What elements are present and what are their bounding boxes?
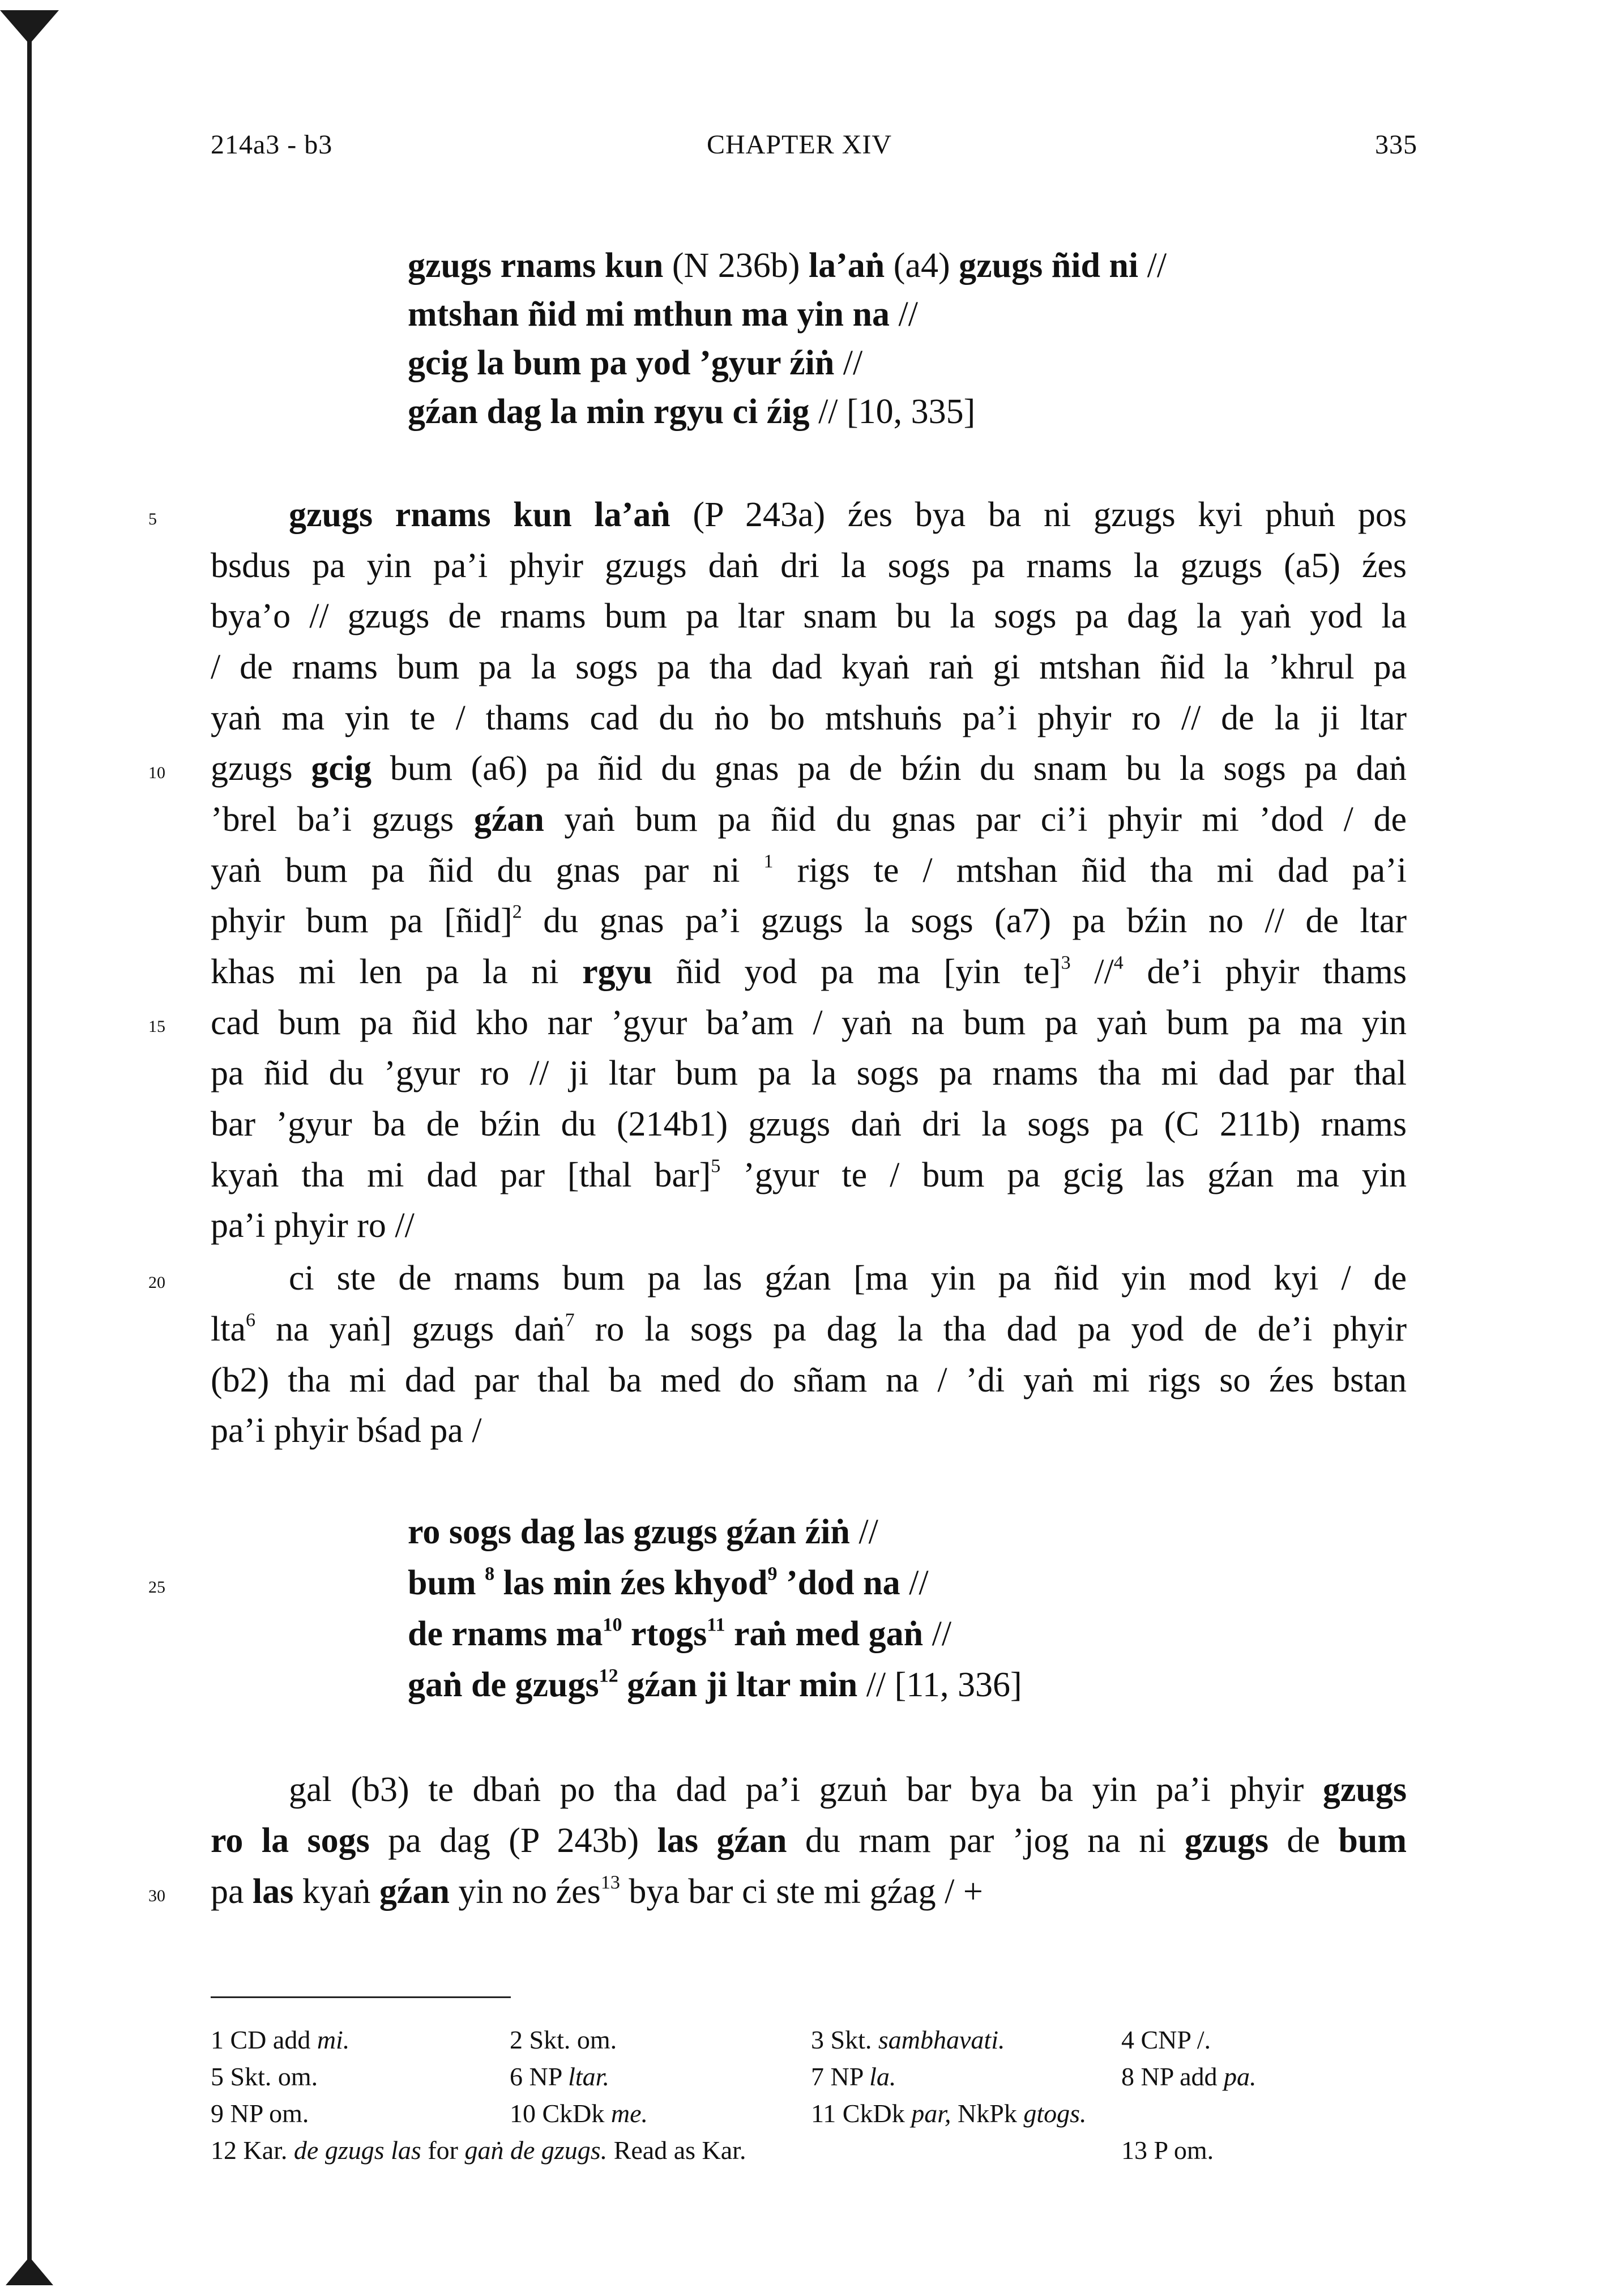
- line-number: 20: [148, 1273, 165, 1292]
- footnote-rule: [211, 1996, 511, 1998]
- verse-line: de rnams $ma^{10}$ rtogs$^{11}$ raṅ med gaṅ //: [408, 1614, 952, 1653]
- chapter-title: CHAPTER XIV: [707, 130, 892, 160]
- verse-line: gźan dag la min rgyu ci źig // [10, 335]: [408, 392, 976, 431]
- prose-line: ’brel ba’i gzugs gźan yaṅ bum pa ñid du gnas par ci’i phyir mi ’dod / de: [211, 800, 1407, 839]
- prose-line: pa’i phyir bśad pa /: [211, 1411, 482, 1450]
- footnote: 7 NP la.: [811, 2062, 896, 2091]
- prose-line: pa ñid du ’gyur ro // ji ltar bum pa la sogs pa rnams tha mi dad par thal: [211, 1054, 1407, 1092]
- page-edge-bar: [27, 23, 32, 2282]
- verse-line: gcig la bum pa yod ’gyur źiṅ //: [408, 344, 863, 382]
- page-number: 335: [1375, 130, 1417, 160]
- verse-line: bum $^8$ las min źes khyod$^9$ ’dod na //: [408, 1563, 929, 1602]
- prose-line: phyir bum pa [ñid]$^2$ du gnas pa’i gzugs la sogs (a7) pa bźin no // de ltar: [211, 901, 1407, 940]
- prose-line: gzugs gcig bum (a6) pa ñid du gnas pa de bźin du snam bu la sogs pa daṅ: [211, 749, 1407, 788]
- footnote: 6 NP ltar.: [510, 2062, 609, 2091]
- footnote: 12 Kar. de gzugs las for gaṅ de gzugs. Read as Kar.: [211, 2136, 746, 2165]
- prose-line: bar ’gyur ba de bźin du (214b1) gzugs daṅ dri la sogs pa (C 211b) rnams: [211, 1105, 1407, 1143]
- verse-line: mtshan ñid mi mthun ma yin na //: [408, 295, 918, 334]
- footnote: 4 CNP /.: [1121, 2025, 1211, 2054]
- verse-line: ro sogs dag las gzugs gźan źiṅ //: [408, 1513, 878, 1551]
- footnote: 3 Skt. sambhavati.: [811, 2025, 1005, 2054]
- page-edge-cap-top: [0, 10, 59, 44]
- prose-line: kyaṅ tha mi dad par [thal bar]$^5$ ’gyur te / bum pa gcig las gźan ma yin: [211, 1155, 1407, 1194]
- folio-reference: 214a3 - b3: [211, 130, 333, 160]
- prose-line: gzugs rnams kun la’aṅ (P 243a) źes bya ba ni gzugs kyi phuṅ pos: [289, 496, 1407, 534]
- page-edge-cap-bottom: [6, 2257, 53, 2285]
- prose-line: gal (b3) te dbaṅ po tha dad pa’i gzuṅ bar bya ba yin pa’i phyir gzugs: [289, 1770, 1407, 1809]
- prose-line: lta$^6$ na yaṅ] gzugs daṅ$^7$ ro la sogs pa dag la tha dad pa yod de de’i phyir: [211, 1309, 1407, 1348]
- verse-line: gzugs rnams kun (N 236b) la’aṅ (a4) gzugs ñid ni //: [408, 246, 1167, 285]
- prose-line: yaṅ bum pa ñid du gnas par ni $^1$ rigs te / mtshan ñid tha mi dad pa’i: [211, 851, 1407, 890]
- footnote: 5 Skt. om.: [211, 2062, 318, 2091]
- footnote: 10 CkDk me.: [510, 2099, 648, 2128]
- prose-line: yaṅ ma yin te / thams cad du ṅo bo mtshuṅs pa’i phyir ro // de la ji ltar: [211, 699, 1407, 737]
- line-number: 30: [148, 1887, 165, 1905]
- line-number: 10: [148, 763, 165, 782]
- line-number: 25: [148, 1578, 165, 1597]
- prose-line: (b2) tha mi dad par thal ba med do sñam na / ’di yaṅ mi rigs so źes bstan: [211, 1361, 1407, 1399]
- prose-line: cad bum pa ñid kho nar ’gyur ba’am / yaṅ na bum pa yaṅ bum pa ma yin: [211, 1004, 1407, 1042]
- prose-line: ro la sogs pa dag (P 243b) las gźan du rnam par ’jog na ni gzugs de bum: [211, 1821, 1407, 1860]
- line-number: 15: [148, 1017, 165, 1036]
- prose-line: bya’o // gzugs de rnams bum pa ltar snam bu la sogs pa dag la yaṅ yod la: [211, 597, 1407, 635]
- verse-line: gaṅ de gzugs$^{12}$ gźan ji ltar min // [11, 336]: [408, 1665, 1022, 1704]
- footnote: 2 Skt. om.: [510, 2025, 617, 2054]
- footnote: 1 CD add mi.: [211, 2025, 350, 2054]
- prose-line: khas mi len pa la ni rgyu ñid yod pa ma [yin te]$^3$ //$^4$ de’i phyir thams: [211, 952, 1407, 991]
- prose-line: pa’i phyir ro //: [211, 1206, 415, 1245]
- line-number: 5: [148, 510, 157, 528]
- footnote: 13 P om.: [1121, 2136, 1214, 2165]
- footnote: 8 NP add pa.: [1121, 2062, 1257, 2091]
- prose-line: ci ste de rnams bum pa las gźan [ma yin pa ñid yin mod kyi / de: [289, 1259, 1407, 1298]
- footnote: 11 CkDk par, NkPk gtogs.: [811, 2099, 1087, 2128]
- prose-line: pa las kyaṅ gźan yin no źes$^{13}$ bya bar ci ste mi gźag / +: [211, 1872, 983, 1911]
- footnote: 9 NP om.: [211, 2099, 309, 2128]
- prose-line: bsdus pa yin pa’i phyir gzugs daṅ dri la sogs pa rnams la gzugs (a5) źes: [211, 547, 1407, 585]
- prose-line: / de rnams bum pa la sogs pa tha dad kyaṅ raṅ gi mtshan ñid la ’khrul pa: [211, 648, 1407, 686]
